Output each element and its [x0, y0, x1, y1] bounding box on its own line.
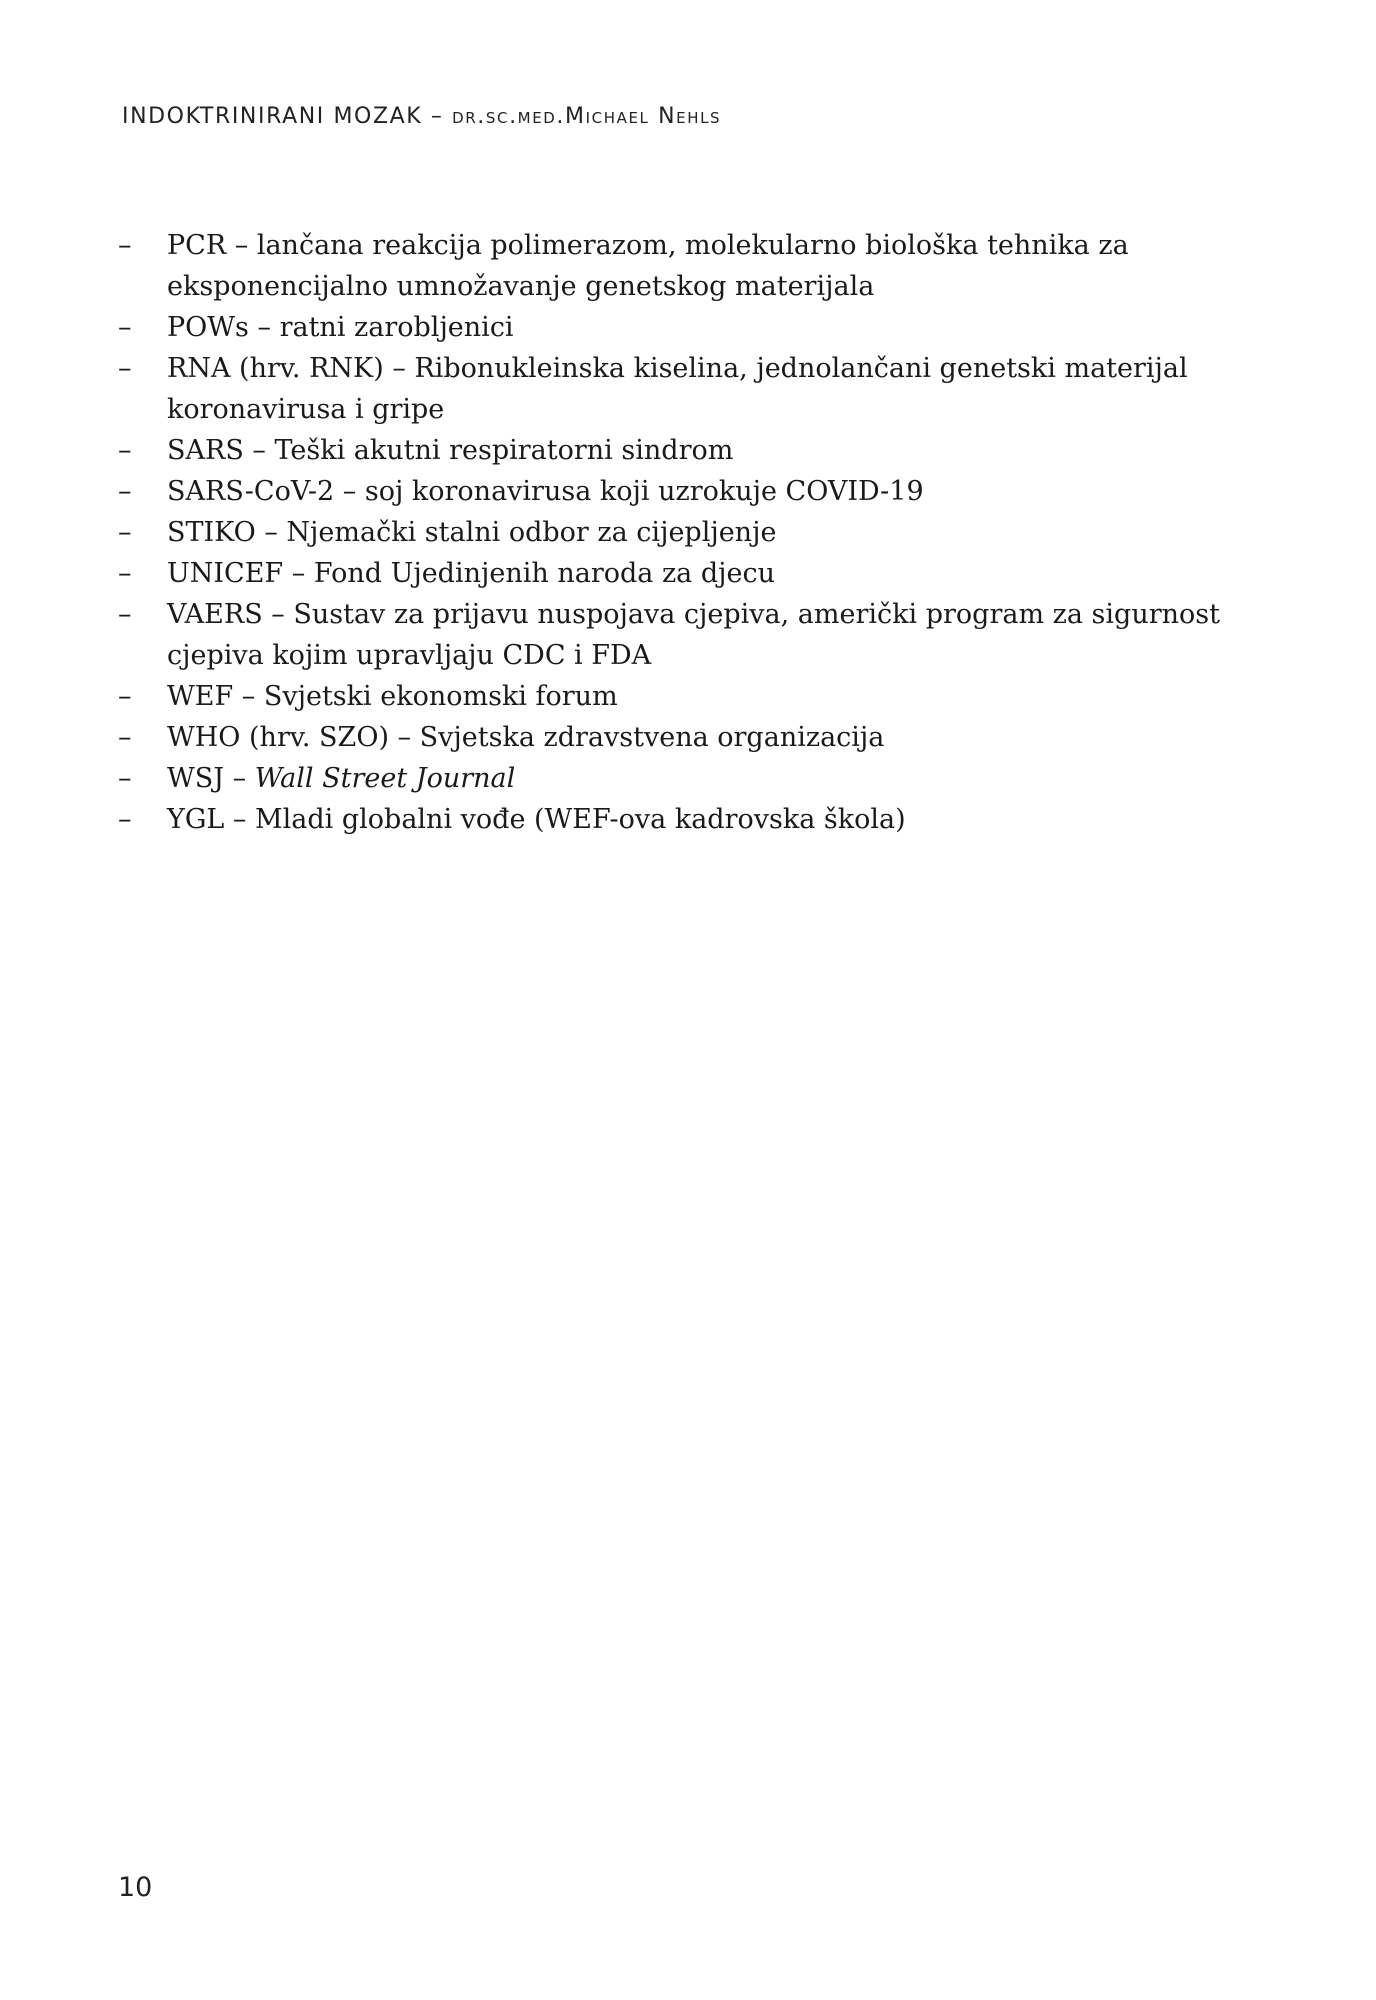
- list-dash: –: [118, 722, 132, 753]
- list-item-text: PCR – lančana reakcija polimerazom, molekularno biološka tehnika za eksponencijalno umnožavanje genetskog materijala: [167, 230, 1129, 302]
- list-item: [118, 430, 1238, 471]
- list-item-text: WEF – Svjetski ekonomski forum: [167, 681, 618, 712]
- list-dash: –: [118, 353, 132, 384]
- list-item: [118, 348, 1238, 430]
- list-item: [118, 225, 1238, 307]
- list-item-text: STIKO – Njemački stalni odbor za cijepljenje: [167, 517, 777, 548]
- list-item: [118, 799, 1238, 840]
- list-item-text: VAERS – Sustav za prijavu nuspojava cjepiva, američki program za sigurnost cjepiva kojim upravljaju CDC i FDA: [167, 599, 1220, 671]
- list-item-text: YGL – Mladi globalni vođe (WEF-ova kadrovska škola): [167, 804, 906, 835]
- list-dash: –: [118, 763, 132, 794]
- list-dash: –: [118, 435, 132, 466]
- list-item-text: UNICEF – Fond Ujedinjenih naroda za djecu: [167, 558, 776, 589]
- list-dash: –: [118, 230, 132, 261]
- list-dash: –: [118, 476, 132, 507]
- list-item: [118, 594, 1238, 676]
- list-item-text: SARS-CoV-2 – soj koronavirusa koji uzrokuje COVID-19: [167, 476, 924, 507]
- list-dash: –: [118, 517, 132, 548]
- list-item-text: SARS – Teški akutni respiratorni sindrom: [167, 435, 734, 466]
- book-title: INDOKTRINIRANI MOZAK: [122, 104, 423, 129]
- list-dash: –: [118, 681, 132, 712]
- list-item-text: POWs – ratni zarobljenici: [167, 312, 514, 343]
- list-item-text: WHO (hrv. SZO) – Svjetska zdravstvena organizacija: [167, 722, 885, 753]
- list-item-italic-title: Wall Street Journal: [254, 763, 516, 794]
- list-item: [118, 553, 1238, 594]
- list-item-prefix: WSJ –: [167, 763, 255, 794]
- list-item: [118, 717, 1238, 758]
- list-item: [118, 512, 1238, 553]
- list-item: [118, 471, 1238, 512]
- list-dash: –: [118, 558, 132, 589]
- list-item: [118, 676, 1238, 717]
- list-item-text: RNA (hrv. RNK) – Ribonukleinska kiselina, jednolančani genetski materijal koronavirusa i gripe: [167, 353, 1188, 425]
- list-dash: –: [118, 599, 132, 630]
- list-dash: –: [118, 312, 132, 343]
- list-item: [118, 307, 1238, 348]
- list-item: [118, 758, 1238, 799]
- list-dash: –: [118, 804, 132, 835]
- abbreviation-list: [118, 225, 1238, 840]
- running-header: [122, 104, 721, 129]
- page-number: 10: [118, 1872, 153, 1903]
- author-name: dr.sc.med.Michael Nehls: [452, 104, 722, 129]
- header-separator: –: [430, 104, 444, 129]
